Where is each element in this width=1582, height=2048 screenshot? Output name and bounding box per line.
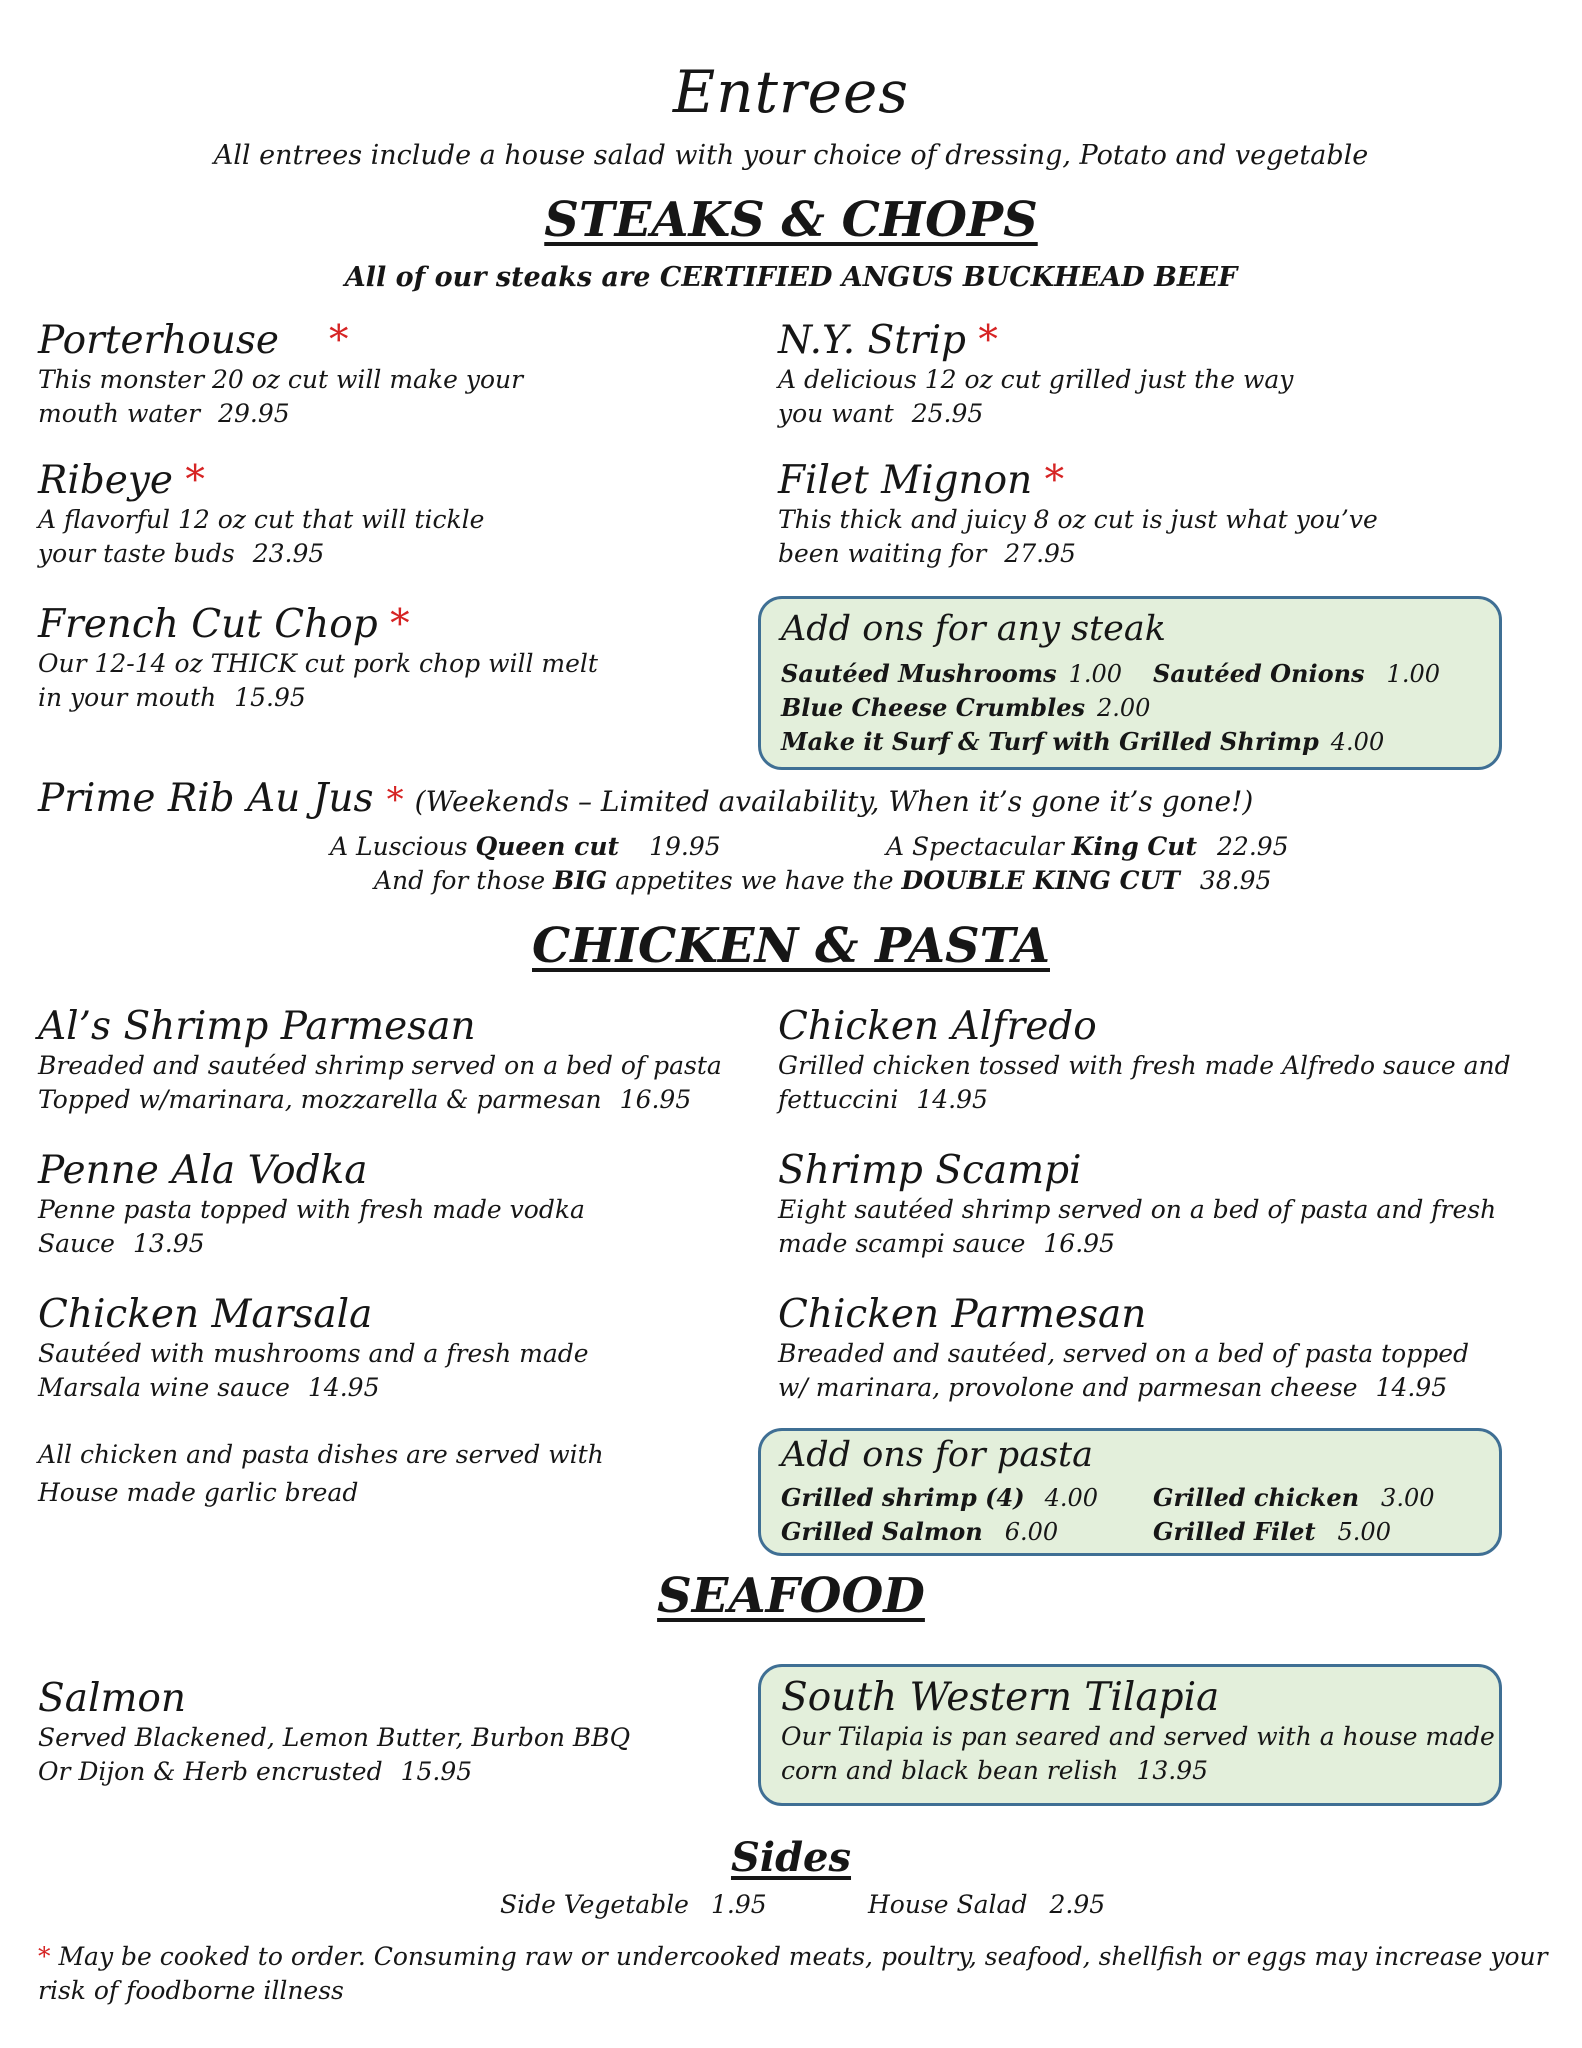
- menu-item-french-cut-chop: [38, 602, 598, 715]
- footnote: [38, 1940, 1558, 2008]
- item-name: Penne Ala Vodka: [38, 1148, 368, 1193]
- star-marker: *: [386, 780, 404, 820]
- addon-item: Blue Cheese Crumbles 2.00: [781, 693, 1151, 722]
- item-desc-line2: Topped w/marinara, mozzarella & parmesan: [38, 1085, 602, 1114]
- star-marker: *: [1044, 458, 1065, 503]
- menu-item-tilapia: [781, 1675, 1495, 1788]
- garlic-bread-note: All chicken and pasta dishes are served with House made garlic bread: [38, 1440, 604, 1507]
- prime-rib-note: (Weekends – Limited availability, When it’s gone it’s gone!): [414, 785, 1254, 818]
- star-marker: *: [185, 458, 205, 503]
- item-desc-line1: A delicious 12 oz cut grilled just the way: [778, 365, 1294, 394]
- addon-item: Grilled chicken 3.00: [1153, 1483, 1435, 1512]
- steaks-note: All of our steaks are CERTIFIED ANGUS BUCKHEAD BEEF: [344, 262, 1238, 293]
- tilapia-box: [758, 1664, 1502, 1806]
- item-name: Salmon: [38, 1676, 187, 1721]
- item-price: 25.95: [911, 399, 984, 428]
- menu-item-shrimp-parmesan: [38, 1004, 722, 1117]
- menu-item-penne-vodka: [38, 1148, 585, 1261]
- section-heading-seafood: SEAFOOD: [657, 1568, 925, 1624]
- item-name: Chicken Parmesan: [778, 1292, 1147, 1337]
- item-name: Shrimp Scampi: [778, 1148, 1082, 1193]
- item-desc-line2: mouth water: [38, 399, 201, 428]
- item-desc-line2: w/ marinara, provolone and parmesan cheese: [778, 1373, 1358, 1402]
- item-desc-line2: Or Dijon & Herb encrusted: [38, 1757, 383, 1786]
- item-name: French Cut Chop: [38, 602, 378, 647]
- side-item-vegetable: Side Vegetable 1.95: [500, 1890, 767, 1919]
- addon-item: Grilled Filet 5.00: [1153, 1517, 1391, 1546]
- menu-item-salmon: [38, 1676, 630, 1789]
- menu-item-shrimp-scampi: [778, 1148, 1496, 1261]
- addon-item: Make it Surf & Turf with Grilled Shrimp 4.00: [781, 727, 1385, 756]
- item-desc-line2: corn and black bean relish: [781, 1756, 1119, 1785]
- item-desc-line1: Sautéed with mushrooms and a fresh made: [38, 1339, 589, 1368]
- pasta-addons-title: Add ons for pasta: [781, 1435, 1093, 1475]
- star-marker: *: [390, 602, 410, 647]
- menu-item-prime-rib: [38, 776, 1253, 821]
- item-desc-line2: you want: [778, 399, 894, 428]
- item-desc-line1: Our 12-14 oz THICK cut pork chop will melt: [38, 649, 598, 678]
- item-desc-line1: Our Tilapia is pan seared and served with a house made: [781, 1722, 1495, 1751]
- item-price: 14.95: [916, 1085, 988, 1114]
- star-marker: *: [38, 1942, 51, 1971]
- item-desc-line1: Eight sautéed shrimp served on a bed of pasta and fresh: [778, 1195, 1497, 1224]
- item-name: N.Y. Strip: [778, 318, 967, 363]
- star-marker: *: [978, 318, 998, 363]
- addon-item: Sautéed Onions 1.00: [1153, 659, 1440, 688]
- addon-item: Grilled Salmon 6.00: [781, 1517, 1059, 1546]
- addon-item: Grilled shrimp (4) 4.00: [781, 1483, 1098, 1512]
- item-name: Chicken Alfredo: [778, 1004, 1097, 1049]
- item-desc-line1: This monster 20 oz cut will make your: [38, 365, 524, 394]
- menu-item-ny-strip: [778, 318, 1293, 431]
- steak-addons-box: [758, 596, 1502, 770]
- prime-rib-double-king: And for those BIG appetites we have the DOUBLE KING CUT 38.95: [374, 866, 1272, 895]
- item-desc-line2: Sauce: [38, 1229, 115, 1258]
- menu-item-chicken-marsala: [38, 1292, 589, 1405]
- section-heading-steaks: STEAKS & CHOPS: [544, 192, 1038, 248]
- item-name: Porterhouse: [38, 318, 279, 363]
- prime-rib-queen: A Luscious Queen cut 19.95: [330, 832, 721, 861]
- item-price: 14.95: [1375, 1373, 1448, 1402]
- menu-item-chicken-parmesan: [778, 1292, 1469, 1405]
- menu-item-chicken-alfredo: [778, 1004, 1511, 1117]
- page-subtitle: All entrees include a house salad with your choice of dressing, Potato and vegetable: [213, 140, 1369, 171]
- addon-item: Sautéed Mushrooms 1.00: [781, 659, 1123, 688]
- item-name: South Western Tilapia: [781, 1675, 1220, 1720]
- item-price: 16.95: [1043, 1229, 1115, 1258]
- item-name: Ribeye: [38, 458, 173, 503]
- item-desc-line2: your taste buds: [38, 539, 235, 568]
- item-desc-line1: Breaded and sautéed shrimp served on a bed of pasta: [38, 1051, 722, 1080]
- item-desc-line1: Penne pasta topped with fresh made vodka: [38, 1195, 585, 1224]
- prime-rib-king: A Spectacular King Cut 22.95: [886, 832, 1289, 861]
- item-desc-line2: Marsala wine sauce: [38, 1373, 290, 1402]
- item-name: Filet Mignon: [778, 458, 1033, 503]
- item-desc-line1: Breaded and sautéed, served on a bed of pasta topped: [778, 1339, 1470, 1368]
- item-price: 27.95: [1004, 539, 1076, 568]
- item-price: 15.95: [234, 683, 306, 712]
- item-price: 13.95: [132, 1229, 205, 1258]
- item-price: 15.95: [400, 1757, 473, 1786]
- item-price: 23.95: [252, 539, 325, 568]
- item-name: Al’s Shrimp Parmesan: [38, 1004, 476, 1049]
- menu-item-ribeye: [38, 458, 484, 571]
- section-heading-pasta: CHICKEN & PASTA: [532, 918, 1050, 974]
- side-item-house-salad: House Salad 2.95: [868, 1890, 1106, 1919]
- item-price: 16.95: [619, 1085, 692, 1114]
- item-desc-line2: made scampi sauce: [778, 1229, 1026, 1258]
- item-desc-line2: been waiting for: [778, 539, 987, 568]
- pasta-addons-box: [758, 1428, 1502, 1556]
- steak-addons-title: Add ons for any steak: [781, 609, 1166, 649]
- item-desc-line1: This thick and juicy 8 oz cut is just what you’ve: [778, 505, 1378, 534]
- item-name: Chicken Marsala: [38, 1292, 373, 1337]
- section-heading-sides: Sides: [730, 1834, 852, 1881]
- menu-item-porterhouse: [38, 318, 523, 431]
- item-desc-line2: in your mouth: [38, 683, 217, 712]
- item-name: Prime Rib Au Jus: [38, 776, 374, 821]
- item-desc-line2: fettuccini: [778, 1085, 899, 1114]
- item-desc-line1: Served Blackened, Lemon Butter, Burbon BBQ: [38, 1723, 631, 1752]
- star-marker: *: [329, 318, 349, 363]
- item-desc-line1: Grilled chicken tossed with fresh made Alfredo sauce and: [778, 1051, 1511, 1080]
- page-title: Entrees: [672, 58, 910, 126]
- menu-item-filet-mignon: [778, 458, 1378, 571]
- footnote-text: May be cooked to order. Consuming raw or undercooked meats, poultry, seafood, shellfish or eggs may increase your risk of foodborne illness: [38, 1942, 1548, 2005]
- item-desc-line1: A flavorful 12 oz cut that will tickle: [38, 505, 485, 534]
- item-price: 29.95: [218, 399, 290, 428]
- item-price: 14.95: [307, 1373, 380, 1402]
- item-price: 13.95: [1136, 1756, 1209, 1785]
